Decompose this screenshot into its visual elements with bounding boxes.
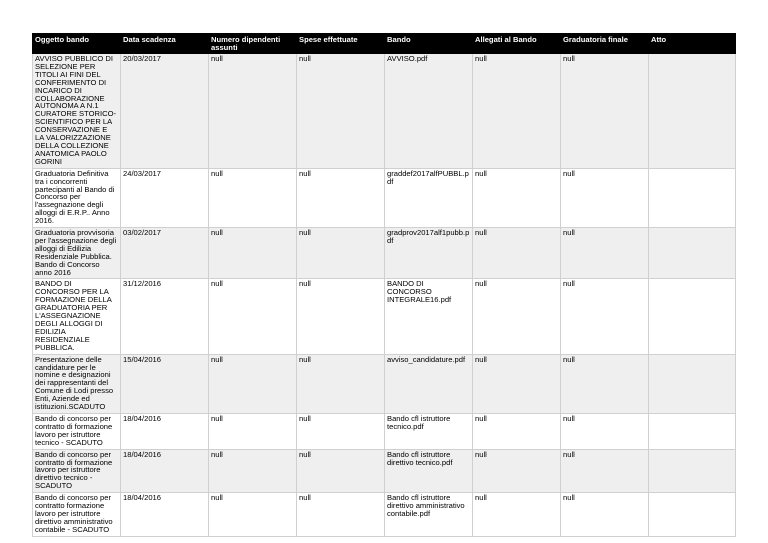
cell-dipendenti: null [209,228,297,279]
cell-atto [649,413,736,449]
cell-dipendenti: null [209,354,297,413]
cell-allegati: null [473,168,561,227]
cell-bando: Bando cfl istruttore direttivo tecnico.pdf [385,449,473,493]
cell-bando: gradprov2017alf1pubb.pdf [385,228,473,279]
cell-data: 24/03/2017 [121,168,209,227]
cell-allegati: null [473,279,561,354]
cell-dipendenti: null [209,493,297,537]
table-row [33,228,736,279]
cell-bando: graddef2017alfPUBBL.pdf [385,168,473,227]
cell-spese: null [297,449,385,493]
table-row [33,449,736,493]
cell-graduatoria: null [561,493,649,537]
cell-allegati: null [473,493,561,537]
cell-bando: AVVISO.pdf [385,54,473,169]
cell-dipendenti: null [209,168,297,227]
cell-bando: Bando cfl istruttore direttivo amministrativo contabile.pdf [385,493,473,537]
cell-data: 18/04/2016 [121,449,209,493]
cell-spese: null [297,493,385,537]
cell-bando: BANDO DI CONCORSO INTEGRALE16.pdf [385,279,473,354]
cell-atto [649,449,736,493]
cell-dipendenti: null [209,449,297,493]
cell-spese: null [297,228,385,279]
cell-spese: null [297,279,385,354]
cell-oggetto: Presentazione delle candidature per le nomine e designazioni dei rappresentanti del Comune di Lodi presso Enti, Aziende ed istituzioni.SCADUTO [33,354,121,413]
cell-data: 20/03/2017 [121,54,209,169]
cell-atto [649,279,736,354]
cell-oggetto: Bando di concorso per contratto formazione lavoro per istruttore direttivo amministrativo contabile - SCADUTO [33,493,121,537]
cell-oggetto: Bando di concorso per contratto di formazione lavoro per istruttore tecnico - SCADUTO [33,413,121,449]
cell-allegati: null [473,413,561,449]
cell-oggetto: Graduatoria Definitiva tra i concorrenti partecipanti al Bando di Concorso per l'assegnazione degli alloggi di E.R.P.. Anno 2016. [33,168,121,227]
cell-graduatoria: null [561,354,649,413]
cell-oggetto: AVVISO PUBBLICO DI SELEZIONE PER TITOLI AI FINI DEL CONFERIMENTO DI INCARICO DI COLLABORAZIONE AUTONOMA A N.1 CURATORE STORICO-SCIENTIFICO PER LA CONSERVAZIONE E LA VALORIZZAZIONE DELLA COLLEZIONE ANATOMICA PAOLO GORINI [33,54,121,169]
header-spese-effettuate: Spese effettuate [297,34,385,54]
cell-data: 31/12/2016 [121,279,209,354]
cell-data: 18/04/2016 [121,413,209,449]
cell-data: 15/04/2016 [121,354,209,413]
table-row [33,279,736,354]
cell-dipendenti: null [209,54,297,169]
bandi-table [32,33,736,537]
cell-bando: Bando cfl istruttore tecnico.pdf [385,413,473,449]
cell-graduatoria: null [561,168,649,227]
cell-spese: null [297,168,385,227]
cell-allegati: null [473,54,561,169]
cell-atto [649,168,736,227]
cell-atto [649,228,736,279]
table-row [33,493,736,537]
table-row [33,168,736,227]
cell-bando: avviso_candidature.pdf [385,354,473,413]
header-numero-dipendenti: Numero dipendenti assunti [209,34,297,54]
cell-allegati: null [473,449,561,493]
cell-spese: null [297,413,385,449]
cell-graduatoria: null [561,279,649,354]
table-header-row [33,34,736,54]
cell-dipendenti: null [209,413,297,449]
cell-data: 18/04/2016 [121,493,209,537]
cell-spese: null [297,354,385,413]
cell-oggetto: BANDO DI CONCORSO PER LA FORMAZIONE DELLA GRADUATORIA PER L'ASSEGNAZIONE DEGLI ALLOGGI DI EDILIZIA RESIDENZIALE PUBBLICA. [33,279,121,354]
cell-graduatoria: null [561,54,649,169]
header-atto: Atto [649,34,736,54]
table-row [33,54,736,169]
cell-graduatoria: null [561,228,649,279]
header-graduatoria-finale: Graduatoria finale [561,34,649,54]
cell-allegati: null [473,228,561,279]
cell-spese: null [297,54,385,169]
cell-graduatoria: null [561,413,649,449]
cell-atto [649,493,736,537]
header-data-scadenza: Data scadenza [121,34,209,54]
cell-atto [649,354,736,413]
cell-dipendenti: null [209,279,297,354]
header-bando: Bando [385,34,473,54]
cell-oggetto: Graduatoria provvisoria per l'assegnazione degli alloggi di Edilizia Residenziale Pubblica. Bando di Concorso anno 2016 [33,228,121,279]
table-row [33,413,736,449]
cell-allegati: null [473,354,561,413]
table-row [33,354,736,413]
cell-data: 03/02/2017 [121,228,209,279]
header-oggetto-bando: Oggetto bando [33,34,121,54]
cell-oggetto: Bando di concorso per contratto di formazione lavoro per istruttore direttivo tecnico - SCADUTO [33,449,121,493]
header-allegati: Allegati al Bando [473,34,561,54]
cell-graduatoria: null [561,449,649,493]
cell-atto [649,54,736,169]
